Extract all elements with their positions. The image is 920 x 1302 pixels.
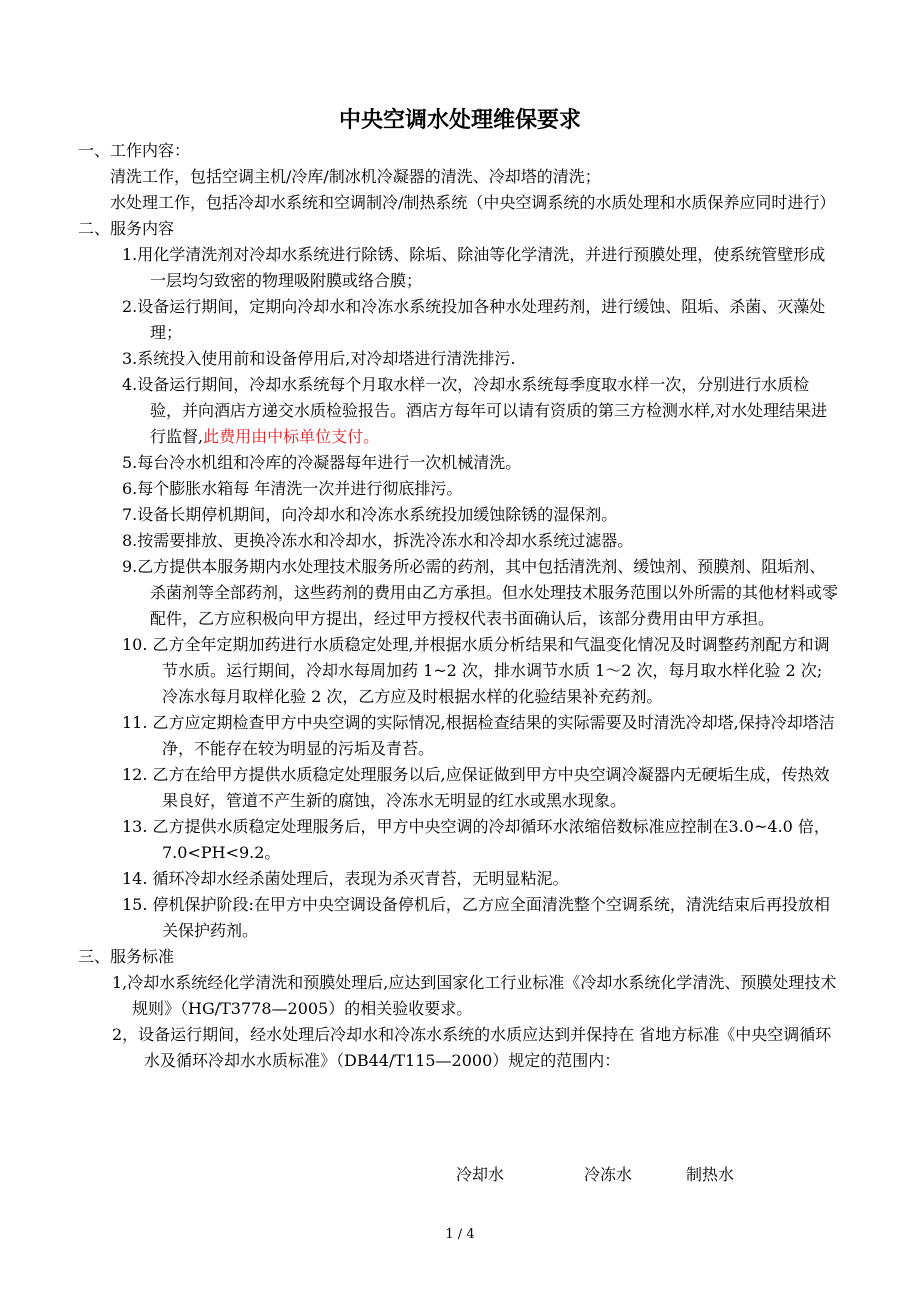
list-item: 8.按需要排放、更换冷冻水和冷却水，拆洗冷冻水和冷却水系统过滤器。 — [122, 531, 634, 550]
section-heading-service: 二、服务内容 — [78, 219, 175, 238]
list-item: 12. 乙方在给甲方提供水质稳定处理服务以后,应保证做到甲方中央空调冷凝器内无硬垢生成，传热效果良好，管道不产生新的腐蚀，冷冻水无明显的红水或黑水现象。 — [122, 765, 830, 810]
list-item: 13. 乙方提供水质稳定处理服务后，甲方中央空调的冷却循环水浓缩倍数标准应控制在3.0~4.0 倍，7.0<PH<9.2。 — [122, 817, 830, 862]
standard-item-2: 2，设备运行期间，经水处理后冷却水和冷冻水系统的水质应达到并保持在 省地方标准《中央空调循环水及循环冷却水水质标准》（DB44/T115—2000）规定的范围内： — [112, 1025, 832, 1070]
list-item: 11. 乙方应定期检查甲方中央空调的实际情况,根据检查结果的实际需要及时清洗冷却塔,保持冷却塔洁净，不能存在较为明显的污垢及青苔。 — [122, 713, 835, 758]
list-item: 15. 停机保护阶段:在甲方中央空调设备停机后，乙方应全面清洗整个空调系统，清洗结束后再投放相关保护药剂。 — [122, 895, 830, 940]
document-body — [78, 138, 838, 1074]
page-title: 中央空调水处理维保要求 — [338, 108, 581, 133]
list-item: 2.设备运行期间，定期向冷却水和冷冻水系统投加各种水处理药剂，进行缓蚀、阻垢、杀菌、灭藻处理； — [122, 297, 826, 342]
paragraph-water-treatment: 水处理工作，包括冷却水系统和空调制冷/制热系统（中央空调系统的水质处理和水质保养应同时进行） — [110, 193, 836, 212]
column-heating-water: 制热水 — [686, 1165, 735, 1184]
list-item-text: 4.设备运行期间，冷却水系统每个月取水样一次，冷却水系统每季度取水样一次，分别进行水质检验，并向酒店方递交水质检验报告。酒店方每年可以请有资质的第三方检测水样,对水处理结果进行监督, — [122, 375, 828, 446]
list-item: 3.系统投入使用前和设备停用后,对冷却塔进行清洗排污. — [122, 349, 516, 368]
list-item: 10. 乙方全年定期加药进行水质稳定处理,并根据水质分析结果和气温变化情况及时调整药剂配方和调节水质。运行期间，冷却水每周加药 1~2 次，排水调节水质 1～2 次，每月取水样化验 2 次;冷冻水每月取样化验 2 次，乙方应及时根据水样的化验结果补充药剂。 — [122, 635, 830, 706]
column-cooling-water: 冷却水 — [456, 1165, 505, 1184]
list-item: 7.设备长期停机期间，向冷却水和冷冻水系统投加缓蚀除锈的湿保剂。 — [122, 505, 618, 524]
column-chilled-water: 冷冻水 — [584, 1165, 633, 1184]
paragraph-cleaning: 清洗工作，包括空调主机/冷库/制冰机冷凝器的清洗、冷却塔的清洗； — [110, 167, 601, 186]
water-type-header — [0, 1162, 920, 1188]
service-list — [78, 242, 838, 944]
standard-item-1: 1,冷却水系统经化学清洗和预膜处理后,应达到国家化工行业标准《冷却水系统化学清洗、预膜处理技术规则》（HG/T3778—2005）的相关验收要求。 — [112, 973, 837, 1018]
highlight-red-text: 此费用由中标单位支付。 — [203, 427, 380, 446]
list-item: 14. 循环冷却水经杀菌处理后，表现为杀灭青苔，无明显粘泥。 — [122, 869, 569, 888]
section-heading-standard: 三、服务标准 — [78, 947, 175, 966]
list-item: 9.乙方提供本服务期内水处理技术服务所必需的药剂，其中包括清洗剂、缓蚀剂、预膜剂、阻垢剂、杀菌剂等全部药剂，这些药剂的费用由乙方承担。但水处理技术服务范围以外所需的其他材料或零配件，乙方应积极向甲方提出，经过甲方授权代表书面确认后，该部分费用由甲方承担。 — [122, 557, 839, 628]
section-heading-work: 一、工作内容： — [78, 141, 191, 160]
list-item: 1.用化学清洗剂对冷却水系统进行除锈、除垢、除油等化学清洗，并进行预膜处理，使系统管壁形成一层均匀致密的物理吸附膜或络合膜； — [122, 245, 826, 290]
list-item: 5.每台冷水机组和冷库的冷凝器每年进行一次机械清洗。 — [122, 453, 522, 472]
list-item: 6.每个膨胀水箱每 年清洗一次并进行彻底排污。 — [122, 479, 463, 498]
list-item — [122, 372, 838, 450]
page-number: 1 / 4 — [445, 1227, 475, 1242]
